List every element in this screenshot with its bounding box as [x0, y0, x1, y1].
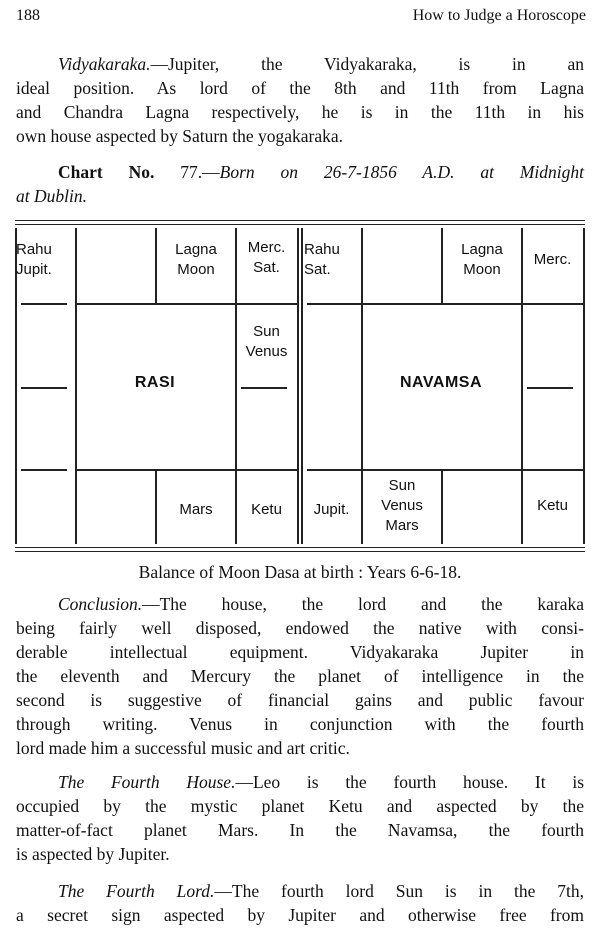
- para1-line4: own house aspected by Saturn the yogakaraka.: [16, 126, 344, 146]
- conclusion-lead: Conclusion.: [58, 594, 143, 614]
- fourth-house-line2: occupied by the mystic planet Ketu and aspected by the: [16, 796, 584, 816]
- rasi-title: RASI: [134, 374, 176, 391]
- running-title: How to Judge a Horoscope: [412, 7, 586, 24]
- conclusion-line1: —The house, the lord and the karaka: [142, 594, 584, 614]
- conclusion-line7: lord made him a successful music and art critic.: [16, 738, 350, 758]
- navamsa-house-3: Lagna Moon: [461, 241, 503, 278]
- bottom-rule-inner: [15, 547, 585, 548]
- navamsa-house-4: Merc.: [533, 251, 572, 268]
- bottom-rule: [15, 551, 585, 552]
- fourth-lord-line2: a secret sign aspected by Jupiter and otherwise free from: [16, 905, 584, 925]
- fourth-house-line3: matter-of-fact planet Mars. In the Navamsa, the fourth: [16, 820, 584, 840]
- conclusion-line6: through writing. Venus in conjunction with the fourth: [16, 714, 584, 734]
- fourth-lord-paragraph: [16, 879, 584, 927]
- navamsa-house-10: Jupit.: [313, 501, 350, 518]
- navamsa-house-1: Rahu Sat.: [304, 241, 340, 278]
- navamsa-chart: [301, 228, 585, 544]
- navamsa-house-7: Ketu: [537, 497, 568, 514]
- dasa-balance: Balance of Moon Dasa at birth : Years 6-6-18.: [138, 562, 462, 582]
- chart-caption: [16, 160, 584, 208]
- chart-number: 77.: [180, 162, 203, 182]
- navamsa-house-9: Sun Venus Mars: [381, 477, 423, 534]
- fourth-house-lead: The Fourth House.: [58, 772, 236, 792]
- birth-place: at Dublin.: [16, 186, 87, 206]
- conclusion-line2: being fairly well disposed, endowed the native with consi-: [16, 618, 584, 638]
- vidyakaraka-paragraph: [16, 52, 584, 148]
- rasi-house-8: Mars: [179, 501, 213, 518]
- top-rule-inner: [15, 224, 585, 225]
- fourth-house-line1: —Leo is the fourth house. It is: [235, 772, 585, 792]
- vidyakaraka-lead: Vidyakaraka.: [58, 54, 151, 74]
- fourth-house-paragraph: [16, 770, 584, 866]
- page-number: 188: [16, 7, 40, 24]
- conclusion-line3: derable intellectual equipment. Vidyakaraka Jupiter in: [16, 642, 584, 662]
- page-header: [16, 7, 586, 31]
- birth-details: Born on 26-7-1856 A.D. at Midnight: [219, 162, 585, 182]
- rasi-house-1: Rahu Jupit.: [16, 241, 52, 278]
- rasi-house-7: Ketu: [251, 501, 282, 518]
- chart-dash: —: [202, 162, 220, 182]
- conclusion-paragraph: [16, 592, 584, 760]
- top-rule: [15, 220, 585, 221]
- charts-block: [15, 220, 585, 553]
- conclusion-line4: the eleventh and Mercury the planet of intelligence in the: [16, 666, 584, 686]
- navamsa-title: NAVAMSA: [399, 374, 482, 391]
- para1-line1: —Jupiter, the Vidyakaraka, is in an: [150, 54, 584, 74]
- fourth-house-line4: is aspected by Jupiter.: [16, 844, 170, 864]
- fourth-lord-lead: The Fourth Lord.: [58, 881, 215, 901]
- rasi-chart: [15, 228, 299, 544]
- fourth-lord-line1: —The fourth lord Sun is in the 7th,: [214, 881, 584, 901]
- rasi-house-3: Lagna Moon: [175, 241, 217, 278]
- conclusion-line5: second is suggestive of financial gains and public favour: [16, 690, 584, 710]
- rasi-house-4: Merc. Sat.: [247, 239, 286, 276]
- chart-label: Chart No.: [58, 162, 155, 182]
- rasi-house-5: Sun Venus: [245, 323, 288, 360]
- para1-line2: ideal position. As lord of the 8th and 11th from Lagna: [16, 78, 584, 98]
- para1-line3: and Chandra Lagna respectively, he is in the 11th in his: [16, 102, 584, 122]
